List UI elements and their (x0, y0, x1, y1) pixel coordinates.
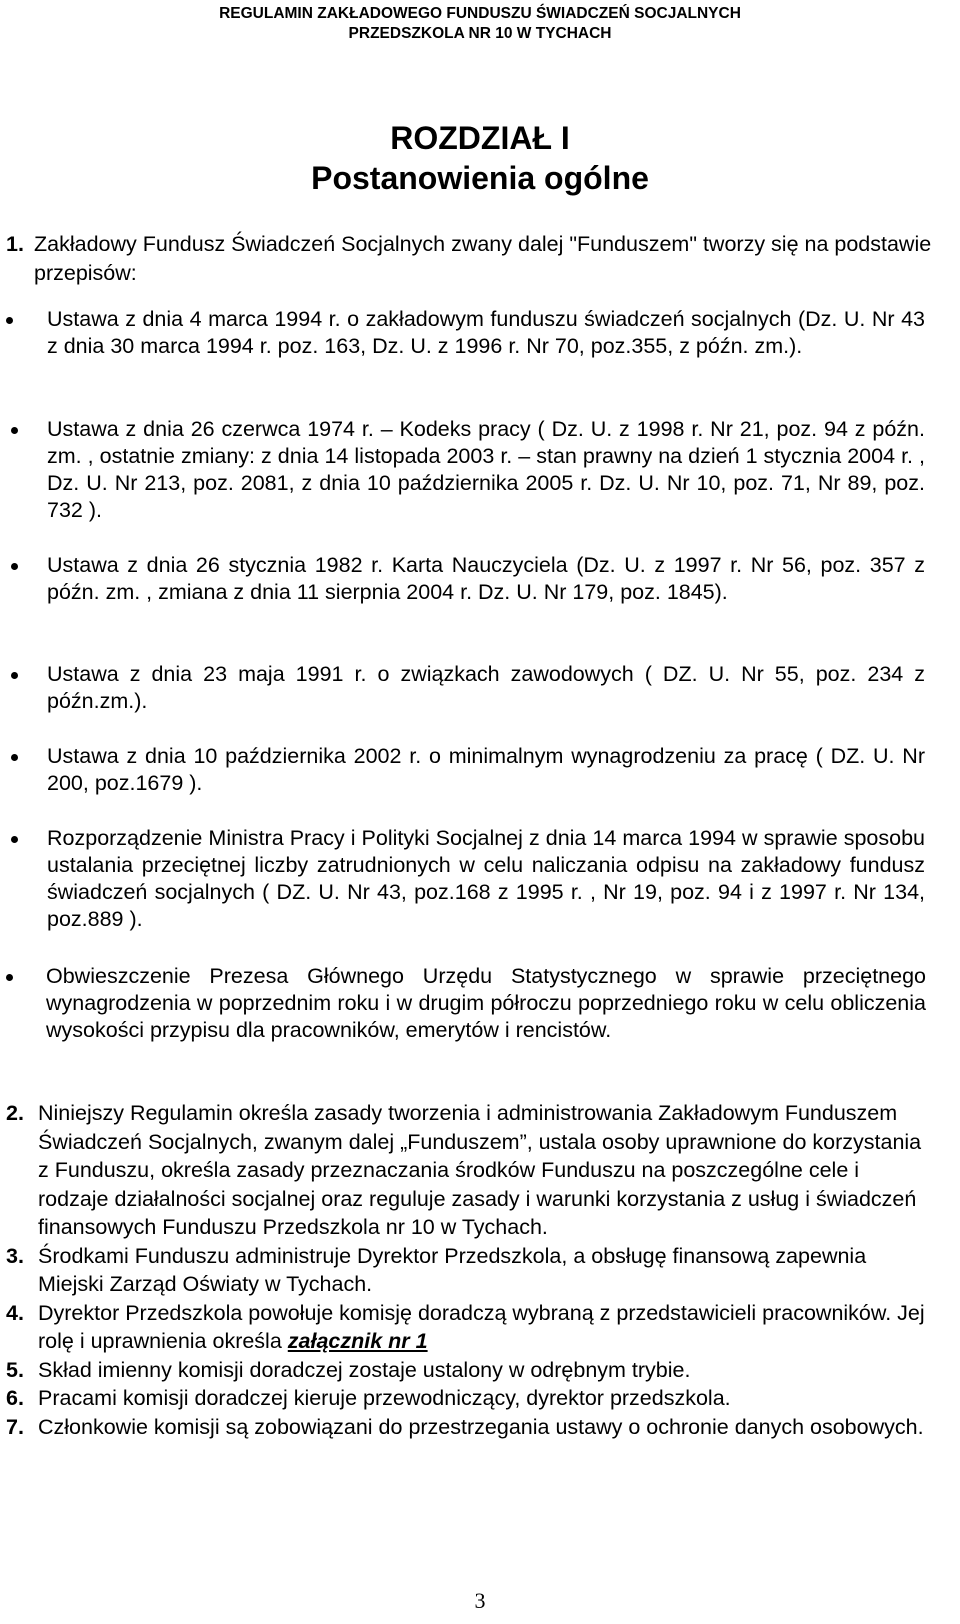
item-text: Pracami komisji doradczej kieruje przewodniczący, dyrektor przedszkola. (38, 1386, 731, 1410)
bullet-text: Ustawa z dnia 26 czerwca 1974 r. – Kodeks pracy ( Dz. U. z 1998 r. Nr 21, poz. 94 z późn. zm. , ostatnie zmiany: z dnia 14 listopada 2003 r. – stan prawny na dzień 1 stycznia 2004 r. , Dz. U. Nr 213, poz. 2081, z dnia 10 października 2005 r. Dz. U. Nr 10, poz. 71, Nr 89, poz. 732 ). (47, 417, 925, 522)
bullet-icon (6, 317, 13, 324)
bullet-icon (11, 427, 18, 434)
bullet-text: Obwieszczenie Prezesa Głównego Urzędu Statystycznego w sprawie przeciętnego wynagrodzenia w poprzednim roku i w drugim półroczu poprzedniego roku w celu obliczenia wysokości przypisu dla pracowników, emerytów i rencistów. (46, 964, 926, 1042)
attachment-reference: załącznik nr 1 (287, 1329, 428, 1353)
item-text: Środkami Funduszu administruje Dyrektor Przedszkola, a obsługę finansową zapewnia Miejski Zarząd Oświaty w Tychach. (38, 1243, 867, 1296)
bullet-text: Ustawa z dnia 10 października 2002 r. o minimalnym wynagrodzeniu za pracę ( DZ. U. Nr 200, poz.1679 ). (47, 744, 925, 795)
numbered-item-7 (0, 1413, 940, 1442)
bullet-text: Ustawa z dnia 23 maja 1991 r. o związkach zawodowych ( DZ. U. Nr 55, poz. 234 z późn.zm.). (47, 662, 925, 713)
item-number: 1. (6, 232, 24, 256)
numbered-list (0, 1099, 940, 1441)
item-text: Zakładowy Fundusz Świadczeń Socjalnych zwany dalej "Funduszem" tworzy się na podstawie przepisów: (34, 232, 932, 285)
bullet-icon (11, 836, 18, 843)
item-number: 5. (6, 1357, 24, 1382)
numbered-item-2 (0, 1099, 940, 1242)
bullet-text: Ustawa z dnia 26 stycznia 1982 r. Karta Nauczyciela (Dz. U. z 1997 r. Nr 56, poz. 357 z późn. zm. , zmiana z dnia 11 sierpnia 2004 r. Dz. U. Nr 179, poz. 1845). (47, 553, 925, 604)
bullet-icon (11, 563, 18, 570)
item-number: 7. (6, 1414, 24, 1439)
bullet-icon (11, 754, 18, 761)
item-text-body: Dyrektor Przedszkola powołuje komisję doradczą wybraną z przedstawicieli pracowników. Jej rolę i uprawnienia określa (38, 1300, 925, 1353)
item-text: Niniejszy Regulamin określa zasady tworzenia i administrowania Zakładowym Funduszem Świadczeń Socjalnych, zwanym dalej „Funduszem”, ustala osoby uprawnione do korzystania z Funduszu, określa zasady przeznaczania środków Funduszu na poszczególne cele i rodzaje działalności socjalnej oraz reguluje zasady i warunki korzystania z usług i świadczeń finansowych Funduszu Przedszkola nr 10 w Tychach. (38, 1101, 922, 1239)
bullet-icon (11, 672, 18, 679)
item-number: 3. (6, 1243, 24, 1268)
numbered-item-4 (0, 1299, 940, 1356)
bullet-icon (6, 974, 13, 981)
chapter-number: ROZDZIAŁ I (390, 120, 570, 156)
numbered-item-5 (0, 1356, 940, 1385)
item-number: 6. (6, 1386, 24, 1410)
page-number: 3 (474, 1588, 486, 1613)
header-line-2: PRZEDSZKOLA NR 10 W TYCHACH (348, 25, 612, 42)
chapter-name: Postanowienia ogólne (311, 160, 649, 196)
item-number: 2. (6, 1101, 24, 1125)
item-text (38, 1299, 926, 1356)
item-text: Skład imienny komisji doradczej zostaje ustalony w odrębnym trybie. (38, 1357, 691, 1382)
bullet-text: Rozporządzenie Ministra Pracy i Polityki Socjalnej z dnia 14 marca 1994 w sprawie sposobu ustalania przeciętnej liczby zatrudnionych w celu naliczania odpisu na zakładowy fundusz świadczeń socjalnych ( DZ. U. Nr 43, poz.168 z 1995 r. , Nr 19, poz. 94 i z 1997 r. Nr 134, poz.889 ). (47, 826, 925, 931)
document-header (0, 4, 960, 44)
chapter-title (0, 118, 960, 198)
header-line-1: REGULAMIN ZAKŁADOWEGO FUNDUSZU ŚWIADCZEŃ SOCJALNYCH (219, 5, 741, 22)
bullet-text: Ustawa z dnia 4 marca 1994 r. o zakładowym funduszu świadczeń socjalnych (Dz. U. Nr 43 z dnia 30 marca 1994 r. poz. 163, Dz. U. z 1996 r. Nr 70, poz.355, z późn. zm.). (47, 307, 925, 358)
item-text: Członkowie komisji są zobowiązani do przestrzegania ustawy o ochronie danych osobowych. (38, 1414, 924, 1439)
numbered-item-3 (0, 1242, 940, 1299)
item-number: 4. (6, 1300, 24, 1325)
numbered-item-6 (0, 1384, 940, 1413)
